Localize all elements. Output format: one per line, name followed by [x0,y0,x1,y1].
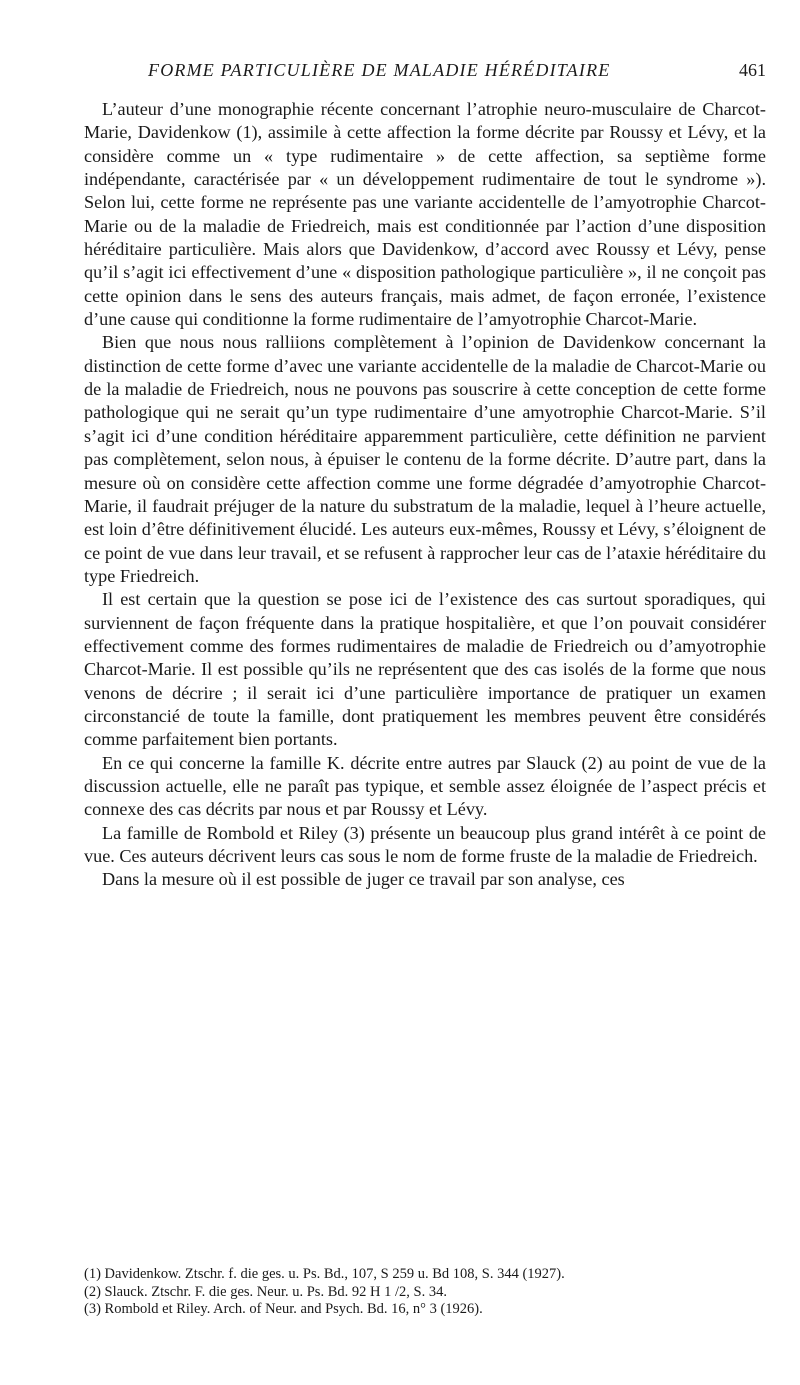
footnotes [84,1266,766,1319]
running-title: FORME PARTICULIÈRE DE MALADIE HÉRÉDITAIRE [148,60,611,80]
running-head [84,60,766,90]
paragraph: Dans la mesure où il est possible de juger ce travail par son analyse, ces [102,869,625,890]
paragraph: Bien que nous nous ralliions complètement à l’opinion de Davidenkow concernant la distinction de cette forme d’avec une variante accidentelle de la maladie de Charcot-Marie ou de la maladie de Friedreich, nous ne pouvons pas souscrire à cette conception de cette forme pathologique qui ne serait qu’un type rudimentaire d’une amyotrophie Charcot-Marie. S’il s’agit ici d’une condition héréditaire apparemment particulière, cette définition ne parvient pas complètement, selon nous, à épuiser le contenu de la forme décrite. D’autre part, dans la mesure où on considère cette affection comme une forme dégradée d’amyotrophie Charcot-Marie, il faudrait préjuger de la nature du substratum de la maladie, lequel à l’heure actuelle, est loin d’être définitivement élucidé. Les auteurs eux-mêmes, Roussy et Lévy, s’éloignent de ce point de vue dans leur travail, et se refusent à rapprocher leur cas de l’ataxie héréditaire du type Friedreich. [84,332,766,586]
footnote: (3) Rombold et Riley. Arch. of Neur. and Psych. Bd. 16, n° 3 (1926). [84,1301,483,1317]
footnote: (2) Slauck. Ztschr. F. die ges. Neur. u. Ps. Bd. 92 H 1 /2, S. 34. [84,1283,447,1300]
paragraph: L’auteur d’une monographie récente concernant l’atrophie neuro-musculaire de Charcot-Marie, Davidenkow (1), assimile à cette affection la forme décrite par Roussy et Lévy, et la considère comme un « type rudimentaire » de cette affection, sa septième forme indépendante, caractérisée par « un développement rudimentaire de tout le syndrome »). Selon lui, cette forme ne représente pas une variante accidentelle de l’amyotrophie Charcot-Marie ou de la maladie de Friedreich, mais est conditionnée par l’action d’une disposition héréditaire particulière. Mais alors que Davidenkow, d’accord avec Roussy et Lévy, pense qu’il s’agit ici effectivement d’une « disposition pathologique particulière », il ne conçoit pas cette opinion dans le sens des auteurs français, mais admet, de façon erronée, l’existence d’une cause qui conditionne la forme rudimentaire de l’amyotrophie Charcot-Marie. [84,99,766,330]
paragraph: En ce qui concerne la famille K. décrite entre autres par Slauck (2) au point de vue de la discussion actuelle, elle ne paraît pas typique, et semble assez éloignée de l’aspect précis et connexe des cas décrits par nous et par Roussy et Lévy. [84,752,766,820]
paragraph: Il est certain que la question se pose ici de l’existence des cas surtout sporadiques, qui surviennent de façon fréquente dans la pratique hospitalière, et que l’on pouvait considérer effectivement comme des formes rudimentaires de maladie de Friedreich ou d’amyotrophie Charcot-Marie. Il est possible qu’ils ne représentent que des cas isolés de la forme que nous venons de décrire ; il serait ici d’une particulière importance de pratiquer un examen circonstancié de toute la famille, dont pratiquement les membres peuvent être considérés comme parfaitement bien portants. [84,589,766,750]
footnote: (1) Davidenkow. Ztschr. f. die ges. u. Ps. Bd., 107, S 259 u. Bd 108, S. 344 (1927). [84,1266,565,1282]
body-text [84,98,766,892]
page-number: 461 [739,60,766,80]
paragraph: La famille de Rombold et Riley (3) présente un beaucoup plus grand intérêt à ce point de vue. Ces auteurs décrivent leurs cas sous le nom de forme fruste de la maladie de Friedreich. [84,822,766,866]
